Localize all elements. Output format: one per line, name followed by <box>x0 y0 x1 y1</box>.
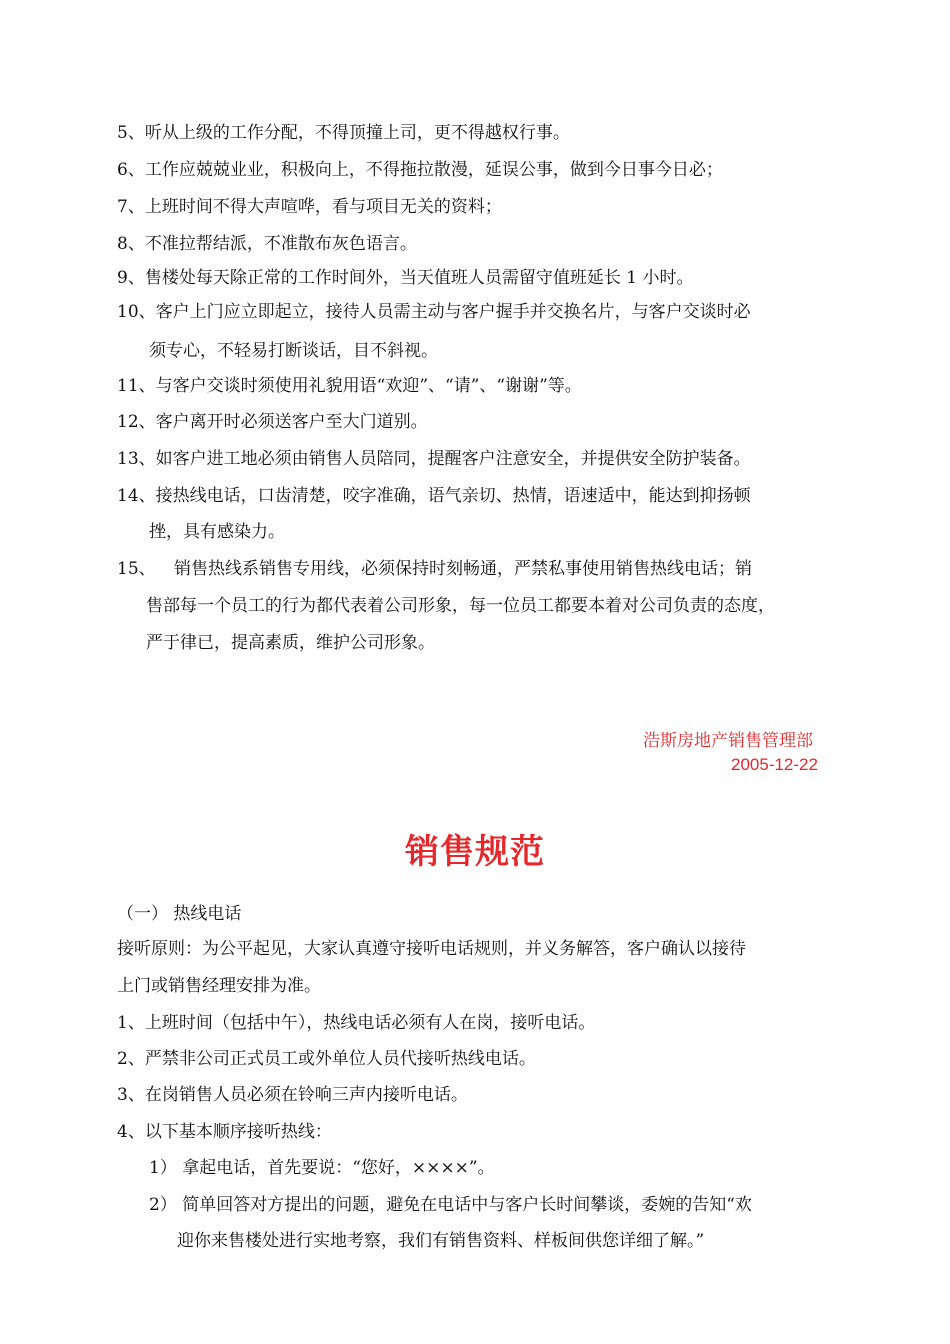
rule-7: 7、上班时间不得大声喧哗，看与项目无关的资料； <box>117 197 502 217</box>
signature-department: 浩斯房地产销售管理部 <box>643 731 813 751</box>
rule-15-line-1: 销售热线系销售专用线，必须保持时刻畅通，严禁私事使用销售热线电话；销 <box>174 559 752 579</box>
section-title: 销售规范 <box>405 832 545 872</box>
hotline-item-4: 4、以下基本顺序接听热线： <box>117 1122 332 1142</box>
signature-date: 2005-12-22 <box>731 755 818 774</box>
hotline-subitem-2-line-1: 2） 简单回答对方提出的问题，避免在电话中与客户长时间攀谈，委婉的告知“欢 <box>149 1195 752 1215</box>
rule-15-number: 15、 <box>117 559 156 579</box>
rule-6: 6、工作应兢兢业业，积极向上，不得拖拉散漫，延误公事，做到今日事今日必； <box>117 160 723 180</box>
rule-10-line-1: 10、客户上门应立即起立，接待人员需主动与客户握手并交换名片，与客户交谈时必 <box>117 302 751 322</box>
principle-line-1: 接听原则：为公平起见，大家认真遵守接听电话规则，并义务解答，客户确认以接待 <box>117 939 746 959</box>
rule-12: 12、客户离开时必须送客户至大门道别。 <box>117 412 428 432</box>
rule-8: 8、不准拉帮结派，不准散布灰色语言。 <box>117 234 417 254</box>
hotline-item-3: 3、在岗销售人员必须在铃响三声内接听电话。 <box>117 1085 468 1105</box>
rule-11: 11、与客户交谈时须使用礼貌用语“欢迎”、“请”、“谢谢”等。 <box>117 376 582 396</box>
rule-9: 9、售楼处每天除正常的工作时间外，当天值班人员需留守值班延长 1 小时。 <box>117 268 694 288</box>
rule-5: 5、听从上级的工作分配，不得顶撞上司，更不得越权行事。 <box>117 123 570 143</box>
rule-14-line-2: 挫，具有感染力。 <box>149 522 285 542</box>
hotline-item-2: 2、严禁非公司正式员工或外单位人员代接听热线电话。 <box>117 1049 536 1069</box>
rule-14-line-1: 14、接热线电话，口齿清楚，咬字准确，语气亲切、热情，语速适中，能达到抑扬顿 <box>117 486 751 506</box>
rule-10-line-2: 须专心，不轻易打断谈话，目不斜视。 <box>149 341 438 361</box>
rule-13: 13、如客户进工地必须由销售人员陪同，提醒客户注意安全，并提供安全防护装备。 <box>117 449 751 469</box>
principle-line-2: 上门或销售经理安排为准。 <box>117 976 321 996</box>
hotline-subitem-1: 1） 拿起电话，首先要说：“您好，××××”。 <box>149 1158 495 1178</box>
hotline-item-1: 1、上班时间（包括中午），热线电话必须有人在岗，接听电话。 <box>117 1013 596 1033</box>
hotline-subitem-2-line-2: 迎你来售楼处进行实地考察，我们有销售资料、样板间供您详细了解。” <box>177 1231 705 1251</box>
section-heading: （一） 热线电话 <box>117 904 242 924</box>
rule-15-line-3: 严于律已，提高素质，维护公司形象。 <box>146 633 435 653</box>
rule-15-line-2: 售部每一个员工的行为都代表着公司形象，每一位员工都要本着对公司负责的态度， <box>146 596 775 616</box>
